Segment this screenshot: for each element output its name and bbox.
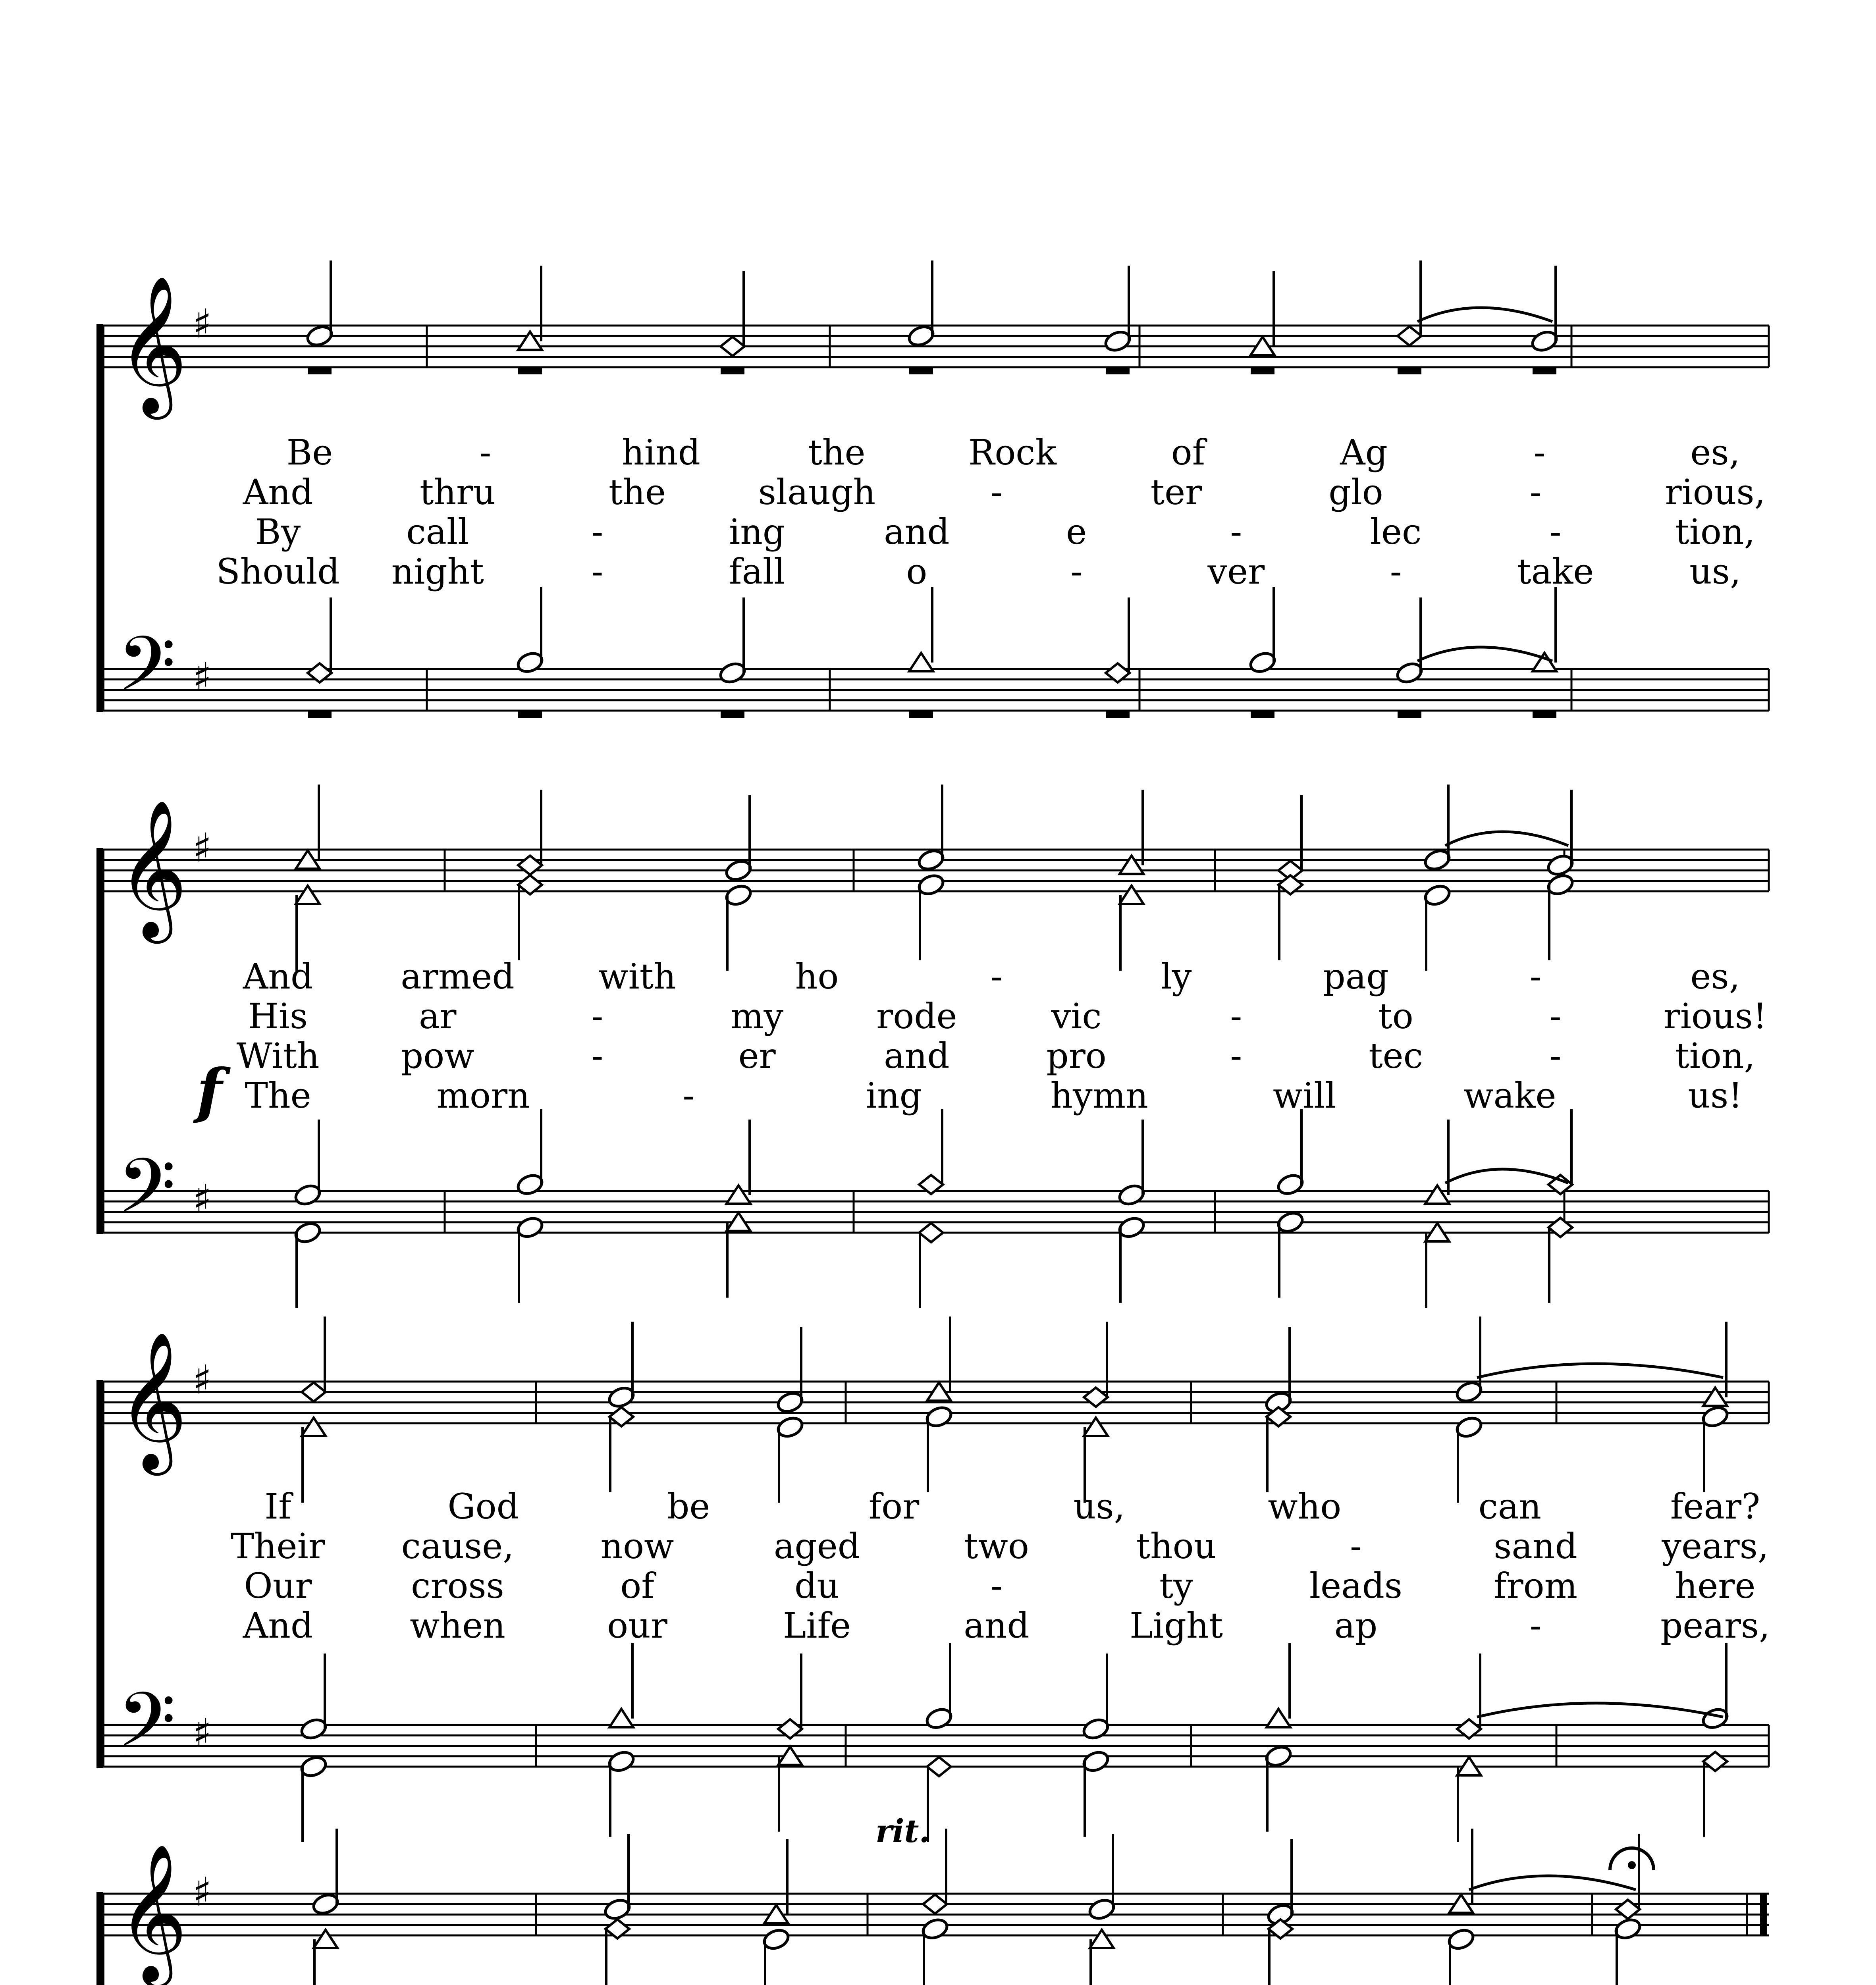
lyric-syllable: my [731, 996, 784, 1037]
sharp-icon: ♯ [193, 301, 212, 347]
lyric-syllable: leads [1309, 1565, 1403, 1606]
note [778, 1654, 802, 1738]
sharp-icon: ♯ [193, 1357, 212, 1403]
note [1278, 795, 1302, 880]
lyric-hyphen: - [1230, 1035, 1242, 1076]
rest [308, 711, 332, 718]
note [518, 790, 542, 875]
lyric-hyphen: - [683, 1075, 695, 1116]
rest [1398, 368, 1421, 374]
lyric-hyphen: - [1549, 996, 1562, 1037]
bass-clef-icon: 𝄢 [117, 1143, 176, 1249]
lyric-hyphen: - [1549, 511, 1562, 552]
sharp-icon: ♯ [193, 1869, 212, 1915]
lyric-syllable: hymn [1050, 1075, 1148, 1116]
treble-clef-icon: 𝄞 [117, 275, 188, 413]
note [916, 784, 945, 872]
note [764, 1839, 788, 1923]
note [1081, 1749, 1110, 1837]
lyric-syllable: ing [729, 511, 785, 552]
lyric-syllable: God [447, 1486, 519, 1527]
rest [721, 368, 744, 374]
note [924, 1405, 953, 1492]
lyric-syllable: With [236, 1035, 320, 1076]
system-2 [96, 784, 1769, 1308]
lyric-syllable: Ag [1340, 432, 1388, 473]
note [1120, 790, 1143, 874]
note [1267, 1643, 1290, 1727]
note [518, 266, 542, 350]
lyric-syllable: thru [420, 472, 496, 513]
note [775, 1415, 804, 1503]
lyric-hyphen: - [1390, 551, 1402, 592]
note [603, 1834, 632, 1921]
lyric-syllable: ar [418, 996, 457, 1037]
lyric-syllable: lec [1370, 511, 1422, 552]
note [1703, 1752, 1727, 1837]
lyric-syllable: fear? [1670, 1486, 1760, 1527]
lyric-syllable: ap [1334, 1605, 1378, 1646]
lyric-syllable: ly [1161, 956, 1192, 997]
lyric-syllable: two [964, 1526, 1029, 1567]
note [1454, 1316, 1483, 1404]
lyric-syllable: cause, [401, 1526, 514, 1567]
lyric-syllable: and [884, 1035, 950, 1076]
lyric-syllable: rious, [1665, 472, 1766, 513]
lyric-syllable: aged [773, 1526, 860, 1567]
note [724, 883, 753, 971]
lyric-syllable: And [243, 1605, 313, 1646]
note [1276, 1210, 1305, 1298]
note [1106, 597, 1130, 682]
lyric-syllable: And [243, 472, 313, 513]
lyric-syllable: By [255, 511, 301, 552]
note [293, 1120, 322, 1207]
lyric-syllable: take [1517, 551, 1594, 592]
note [909, 587, 933, 671]
lyric-syllable: Their [231, 1526, 325, 1567]
treble-clef-icon: 𝄞 [117, 1843, 188, 1981]
lyric-syllable: thou [1136, 1526, 1217, 1567]
lyric-syllable: for [868, 1486, 920, 1527]
lyric-syllable: of [1171, 432, 1205, 473]
note [924, 1643, 953, 1731]
bass-clef-icon: 𝄢 [117, 1677, 176, 1783]
lyric-syllable: du [794, 1565, 840, 1606]
lyric-syllable: pears, [1660, 1605, 1770, 1646]
sharp-icon: ♯ [193, 1710, 212, 1756]
note [1449, 1829, 1473, 1913]
rest [518, 711, 542, 718]
rest [308, 368, 332, 374]
note [1701, 1405, 1729, 1492]
note [1264, 1327, 1293, 1415]
note [1278, 875, 1302, 960]
lyric-hyphen: - [1533, 432, 1546, 473]
note [296, 784, 320, 869]
lyric-syllable: pro [1046, 1035, 1107, 1076]
note [1267, 1407, 1290, 1492]
note [515, 1109, 544, 1197]
note [775, 1327, 804, 1415]
note [302, 1316, 326, 1401]
lyric-syllable: hind [622, 432, 700, 473]
lyric-hyphen: - [1230, 511, 1242, 552]
lyric-hyphen: - [1529, 956, 1542, 997]
note [1084, 1322, 1108, 1407]
lyric-hyphen: - [1350, 1526, 1362, 1567]
tie [1417, 647, 1552, 661]
lyric-syllable: can [1478, 1486, 1542, 1527]
lyric-syllable: the [608, 472, 666, 513]
lyric-syllable: cross [411, 1565, 504, 1606]
lyric-syllable: slaugh [758, 472, 876, 513]
note [1423, 883, 1452, 971]
lyric-syllable: ty [1159, 1565, 1193, 1606]
lyric-hyphen: - [991, 956, 1003, 997]
lyric-syllable: ver [1207, 551, 1265, 592]
bass-staff [101, 669, 1769, 711]
note [1090, 1930, 1114, 1985]
note [1546, 790, 1575, 877]
note [515, 587, 544, 675]
lyric-syllable: e [1066, 511, 1087, 552]
lyric-syllable: His [248, 996, 308, 1037]
lyric-syllable: now [600, 1526, 674, 1567]
tie [1477, 1364, 1723, 1378]
note [518, 875, 542, 960]
tie [1417, 308, 1552, 322]
tie [1445, 832, 1568, 846]
lyric-syllable: will [1273, 1075, 1336, 1116]
note [1423, 784, 1452, 872]
note [1248, 587, 1277, 675]
note [607, 1749, 636, 1837]
note [311, 1829, 340, 1916]
lyric-syllable: And [243, 956, 313, 997]
treble-staff [101, 326, 1769, 367]
note [916, 873, 945, 960]
lyric-syllable: night [391, 551, 484, 592]
note [1703, 1322, 1727, 1406]
lyric-syllable: es, [1690, 432, 1740, 473]
lyric-syllable: Our [244, 1565, 312, 1606]
tie [1469, 1876, 1636, 1890]
note [299, 1654, 328, 1741]
lyric-hyphen: - [1230, 996, 1242, 1037]
lyric-syllable: vic [1051, 996, 1102, 1037]
note [1087, 1834, 1116, 1921]
note [724, 795, 753, 883]
note [718, 597, 747, 685]
lyric-syllable: ho [795, 956, 839, 997]
lyric-syllable: Rock [968, 432, 1057, 473]
note [293, 1220, 322, 1308]
rest [1533, 368, 1556, 374]
lyric-hyphen: - [479, 432, 492, 473]
note [607, 1322, 636, 1409]
lyric-syllable: us! [1688, 1075, 1743, 1116]
note [919, 1223, 943, 1308]
system-1 [96, 260, 1769, 727]
sharp-icon: ♯ [193, 654, 212, 700]
lyric-syllable: The [245, 1075, 311, 1116]
lyric-syllable: ter [1150, 472, 1202, 513]
rest [1251, 711, 1274, 718]
system-4 [96, 1812, 1774, 1985]
note [515, 1215, 544, 1303]
lyric-syllable: pag [1323, 956, 1389, 997]
lyric-syllable: Be [286, 432, 333, 473]
note [919, 1109, 943, 1194]
lyric-syllable: fall [729, 551, 785, 592]
tie [1445, 1169, 1568, 1183]
lyric-syllable: Light [1130, 1605, 1223, 1646]
rest [909, 711, 933, 718]
lyric-syllable: with [598, 956, 676, 997]
note [1395, 597, 1424, 685]
lyric-syllable: tion, [1675, 1035, 1755, 1076]
lyric-hyphen: - [591, 551, 603, 592]
lyric-syllable: Should [216, 551, 340, 592]
lyric-syllable: our [607, 1605, 667, 1646]
note [302, 1418, 326, 1503]
lyric-syllable: to [1378, 996, 1413, 1037]
lyric-syllable: when [410, 1605, 505, 1646]
note [314, 1930, 337, 1985]
tempo-marking: rit. [875, 1812, 930, 1850]
treble-clef-icon: 𝄞 [117, 799, 188, 937]
note [920, 1917, 949, 1985]
note [1264, 1744, 1293, 1832]
note [1446, 1927, 1475, 1985]
note [1701, 1643, 1729, 1731]
note [1613, 1917, 1642, 1985]
lyric-hyphen: - [591, 1035, 603, 1076]
lyric-syllable: be [667, 1486, 710, 1527]
note [1457, 1654, 1481, 1738]
lyric-syllable: es, [1690, 956, 1740, 997]
note [305, 260, 334, 348]
lyric-hyphen: - [1529, 472, 1542, 513]
lyric-syllable: from [1493, 1565, 1578, 1606]
rest [518, 368, 542, 374]
rest [1251, 368, 1274, 374]
system-3 [96, 1316, 1770, 1842]
rest [721, 711, 744, 718]
note [1530, 266, 1559, 353]
rest [1106, 711, 1130, 718]
lyric-hyphen: - [1549, 1035, 1562, 1076]
lyric-syllable: armed [401, 956, 515, 997]
lyric-syllable: us, [1073, 1486, 1125, 1527]
lyric-hyphen: - [1070, 551, 1082, 592]
lyric-hyphen: - [591, 996, 603, 1037]
note [609, 1643, 633, 1727]
note [1117, 1215, 1146, 1303]
sharp-icon: ♯ [193, 1176, 212, 1222]
note [762, 1927, 791, 1985]
lyric-syllable: ing [866, 1075, 922, 1116]
note [727, 1213, 750, 1298]
lyric-syllable: call [406, 511, 469, 552]
note [906, 260, 935, 348]
lyric-syllable: If [264, 1486, 291, 1527]
lyric-syllable: er [738, 1035, 776, 1076]
note [609, 1407, 633, 1492]
lyric-syllable: pow [401, 1035, 474, 1076]
lyric-syllable: here [1675, 1565, 1756, 1606]
tie [1477, 1703, 1723, 1717]
note [1425, 1223, 1449, 1308]
lyric-syllable: tion, [1675, 511, 1755, 552]
rest [1106, 368, 1130, 374]
lyric-syllable: of [620, 1565, 654, 1606]
lyric-hyphen: - [1529, 1605, 1542, 1646]
lyric-syllable: sand [1494, 1526, 1577, 1567]
lyric-syllable: the [808, 432, 866, 473]
lyric-syllable: who [1268, 1486, 1342, 1527]
note [1548, 1218, 1572, 1303]
note [605, 1919, 629, 1985]
note [1546, 873, 1575, 960]
note [1457, 1757, 1481, 1842]
rest [1533, 711, 1556, 718]
lyric-syllable: Life [783, 1605, 851, 1646]
note [1251, 271, 1274, 355]
sharp-icon: ♯ [193, 825, 212, 871]
final-barline [1760, 1894, 1767, 1935]
lyric-syllable: wake [1463, 1075, 1556, 1116]
note [1117, 1120, 1146, 1207]
lyric-syllable: us, [1689, 551, 1741, 592]
rest [1398, 711, 1421, 718]
note [1269, 1919, 1292, 1985]
note [308, 597, 332, 682]
lyric-syllable: o [906, 551, 927, 592]
lyric-hyphen: - [591, 511, 603, 552]
dynamic-marking: f [197, 1056, 222, 1126]
lyric-syllable: and [884, 511, 950, 552]
lyric-syllable: rious! [1663, 996, 1767, 1037]
lyric-syllable: years, [1662, 1526, 1769, 1567]
rest [909, 368, 933, 374]
note [927, 1316, 951, 1401]
note [1616, 1834, 1640, 1919]
note [778, 1747, 802, 1832]
lyric-hyphen: - [991, 1565, 1003, 1606]
lyric-syllable: glo [1328, 472, 1383, 513]
lyric-syllable: morn [436, 1075, 530, 1116]
note [1081, 1654, 1110, 1741]
note [1120, 886, 1143, 971]
lyric-hyphen: - [991, 472, 1003, 513]
note [1266, 1839, 1295, 1927]
note [721, 271, 744, 356]
lyric-syllable: tec [1369, 1035, 1423, 1076]
treble-clef-icon: 𝄞 [117, 1331, 188, 1469]
lyric-syllable: rode [876, 996, 957, 1037]
lyric-syllable: and [964, 1605, 1030, 1646]
bass-clef-icon: 𝄢 [117, 621, 176, 727]
note [299, 1754, 328, 1842]
note [1398, 260, 1421, 345]
note [1103, 266, 1132, 353]
note [1276, 1109, 1305, 1197]
